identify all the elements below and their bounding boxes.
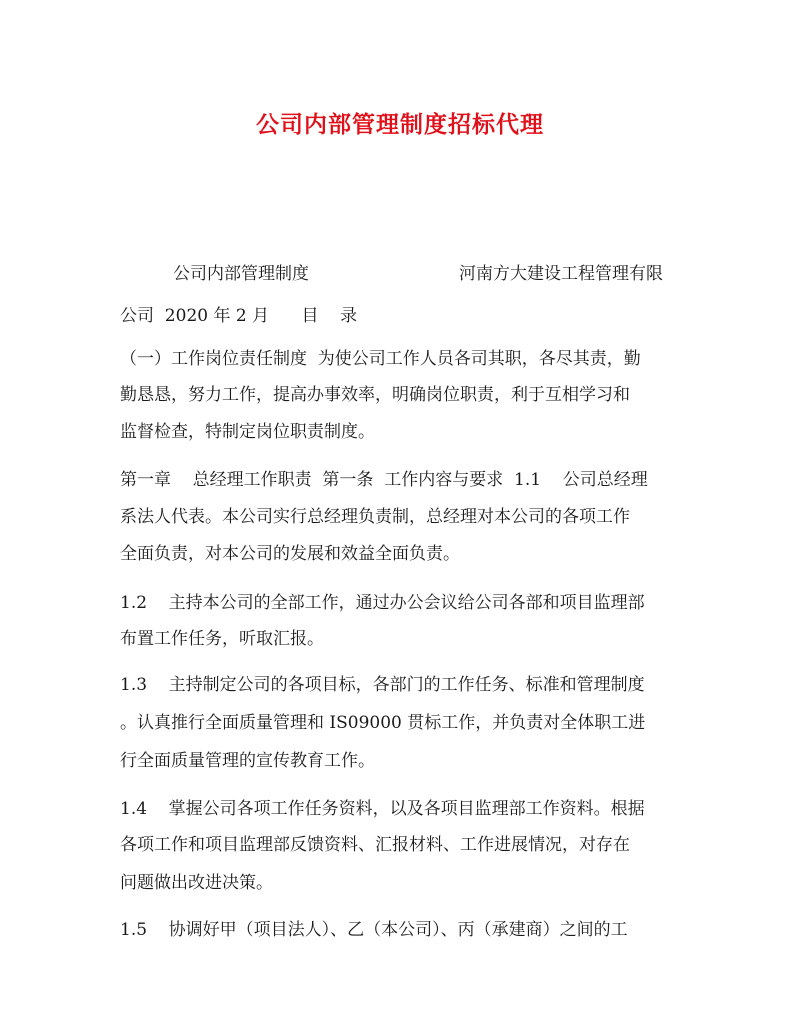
body-line	[120, 347, 680, 371]
line-text: 1.2 主持本公司的全部工作，通过办公会议给公司各部和项目监理部	[120, 593, 645, 613]
line-text: 系法人代表。本公司实行总经理负责制，总经理对本公司的各项工作	[120, 507, 630, 527]
header-left-text: 公司内部管理制度	[173, 264, 309, 284]
body-line	[120, 304, 680, 328]
line-text: 全面负责，对本公司的发展和效益全面负责。	[120, 544, 460, 564]
line-text: 各项工作和项目监理部反馈资料、汇报材料、工作进展情况，对存在	[120, 835, 630, 855]
line-text: 问题做出改进决策。	[120, 873, 273, 893]
line-text: （一）工作岗位责任制度 为使公司工作人员各司其职，各尽其责，勤	[120, 349, 641, 369]
line-text: 1.5 协调好甲（项目法人）、乙（本公司）、丙（承建商）之间的工	[120, 920, 628, 940]
line-text: 第一章 总经理工作职责 第一条 工作内容与要求 1.1 公司总经理	[120, 470, 648, 490]
line-text: 行全面质量管理的宣传教育工作。	[120, 751, 375, 771]
line-text: 。认真推行全面质量管理和 IS09000 贯标工作，并负责对全体职工进	[120, 713, 646, 733]
body-line	[120, 797, 680, 821]
body-line	[120, 505, 680, 529]
body-line	[120, 711, 680, 735]
body-line	[120, 542, 680, 566]
line-text: 1.3 主持制定公司的各项目标，各部门的工作任务、标准和管理制度	[120, 675, 645, 695]
document-title: 公司内部管理制度招标代理	[256, 111, 544, 138]
body-line	[120, 627, 680, 651]
header-right-text: 河南方大建设工程管理有限	[459, 264, 663, 284]
body-line	[120, 749, 680, 773]
body-line	[120, 918, 680, 942]
body-line	[120, 383, 680, 407]
line-text: 勤恳恳，努力工作，提高办事效率，明确岗位职责，利于互相学习和	[120, 385, 630, 405]
line-text: 监督检查，特制定岗位职责制度。	[120, 422, 375, 442]
body-line	[120, 420, 680, 444]
line-text: 布置工作任务，听取汇报。	[120, 629, 324, 649]
line-text: 1.4 掌握公司各项工作任务资料，以及各项目监理部工作资料。根据	[120, 799, 645, 819]
body-line	[120, 673, 680, 697]
body-line	[120, 833, 680, 857]
body-line	[120, 468, 680, 492]
line-text: 公司 2020 年 2 月 目 录	[120, 306, 358, 326]
body-line	[120, 871, 680, 895]
body-line	[120, 591, 680, 615]
header-right-line	[459, 262, 684, 286]
